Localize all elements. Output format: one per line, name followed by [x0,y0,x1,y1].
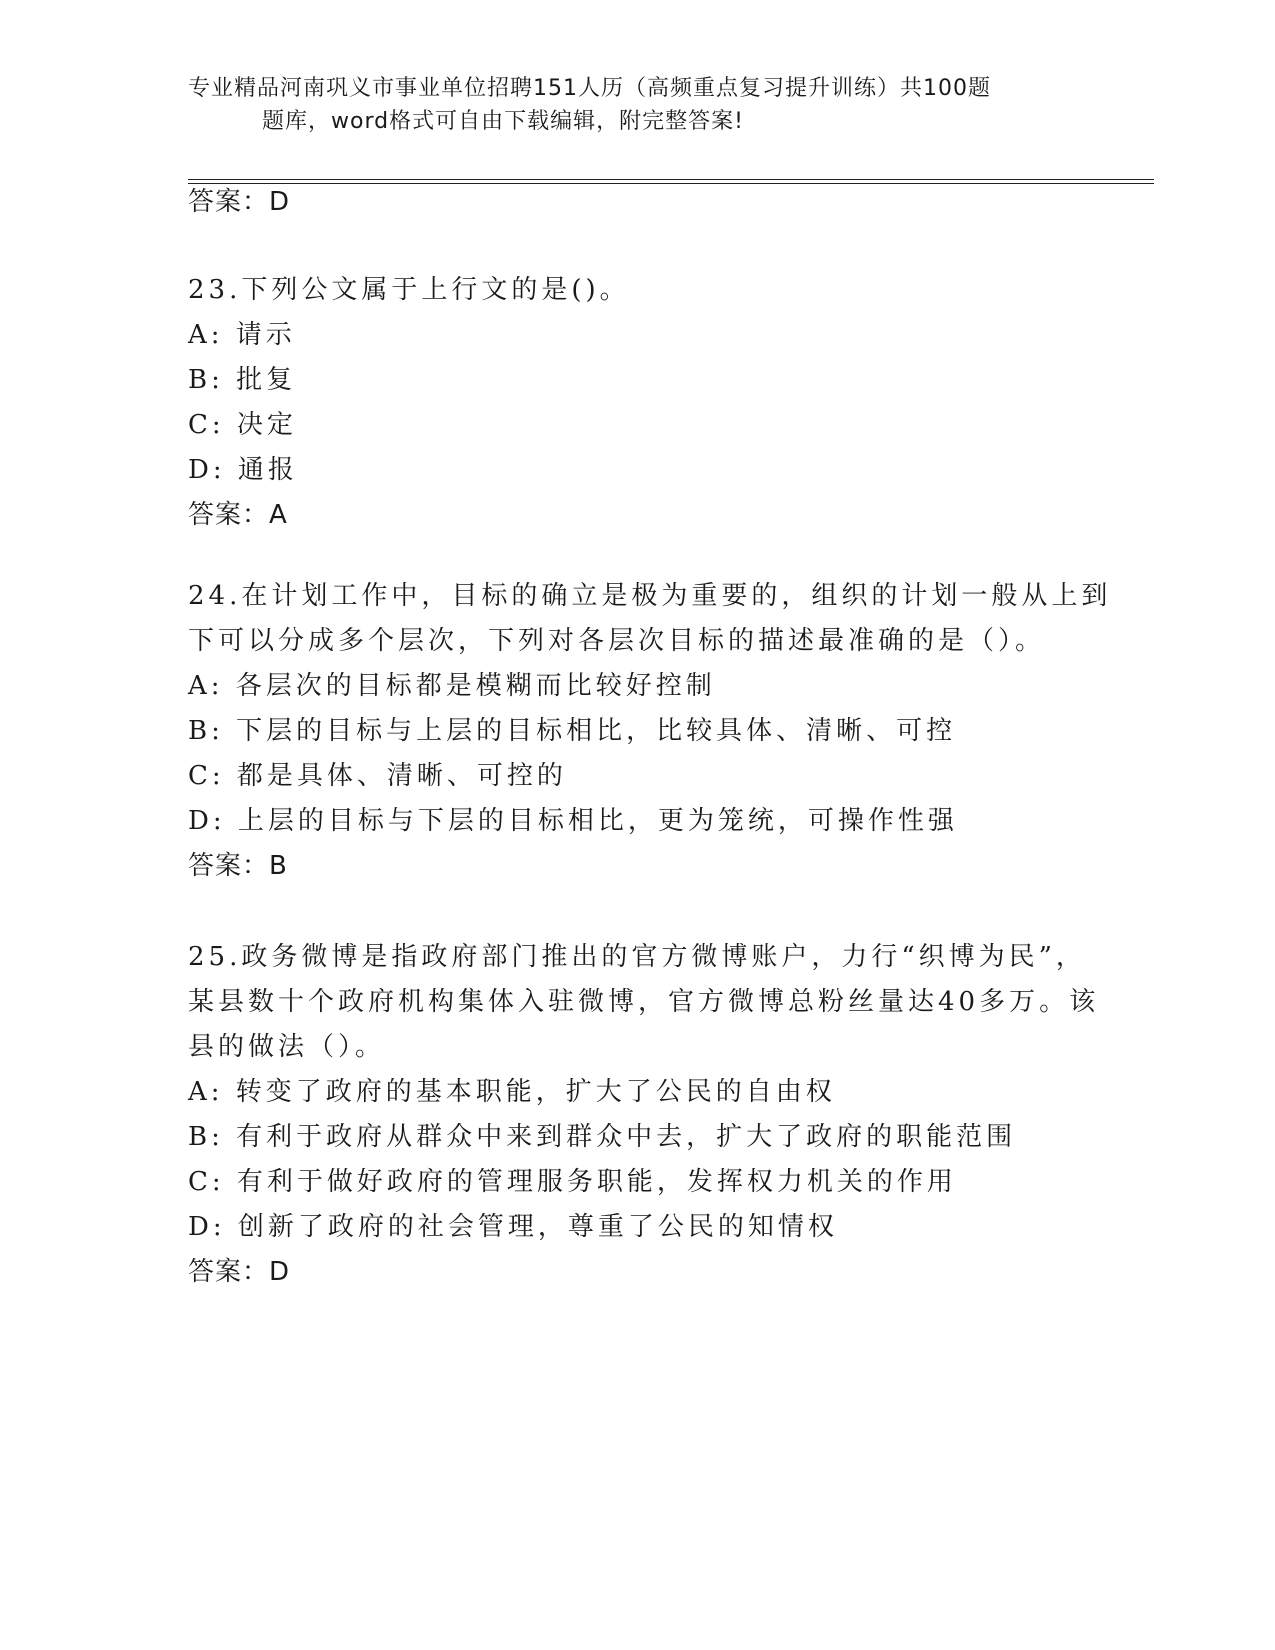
option-b: B: 下层的目标与上层的目标相比，比较具体、清晰、可控 [188,716,957,746]
question-stem-line: 24.在计划工作中，目标的确立是极为重要的，组织的计划一般从上到 [188,581,1112,611]
option-b: B: 有利于政府从群众中来到群众中去，扩大了政府的职能范围 [188,1122,1017,1152]
option-c: C: 都是具体、清晰、可控的 [188,761,567,791]
option-a: A: 转变了政府的基本职能，扩大了公民的自由权 [188,1077,836,1107]
option-a: A: 请示 [188,320,296,350]
question-25 [188,935,1100,1295]
answer-line: 答案：B [188,851,288,881]
option-d: D: 上层的目标与下层的目标相比，更为笼统，可操作性强 [188,806,958,836]
question-24 [188,574,1112,889]
option-d: D: 通报 [188,455,298,485]
option-c: C: 决定 [188,410,297,440]
header-title-line-2: 题库，word格式可自由下载编辑，附完整答案! [262,109,744,134]
answer-line: 答案：A [188,500,288,530]
option-a: A: 各层次的目标都是模糊而比较好控制 [188,671,716,701]
question-stem-line: 县的做法（）。 [188,1032,386,1062]
option-d: D: 创新了政府的社会管理，尊重了公民的知情权 [188,1212,838,1242]
question-stem-line: 23.下列公文属于上行文的是()。 [188,275,630,305]
question-stem-line: 25.政务微博是指政府部门推出的官方微博账户，力行“织博为民”， [188,942,1086,972]
document-header [188,72,1068,138]
question-stem-line: 下可以分成多个层次，下列对各层次目标的描述最准确的是（）。 [188,626,1046,656]
question-23 [188,268,1068,538]
option-b: B: 批复 [188,365,297,395]
header-title-line-1: 专业精品河南巩义市事业单位招聘151人历（高频重点复习提升训练）共100题 [188,76,991,101]
previous-answer: 答案：D [188,187,291,217]
answer-line: 答案：D [188,1257,291,1287]
question-stem-line: 某县数十个政府机构集体入驻微博，官方微博总粉丝量达40多万。该 [188,987,1100,1017]
option-c: C: 有利于做好政府的管理服务职能，发挥权力机关的作用 [188,1167,957,1197]
